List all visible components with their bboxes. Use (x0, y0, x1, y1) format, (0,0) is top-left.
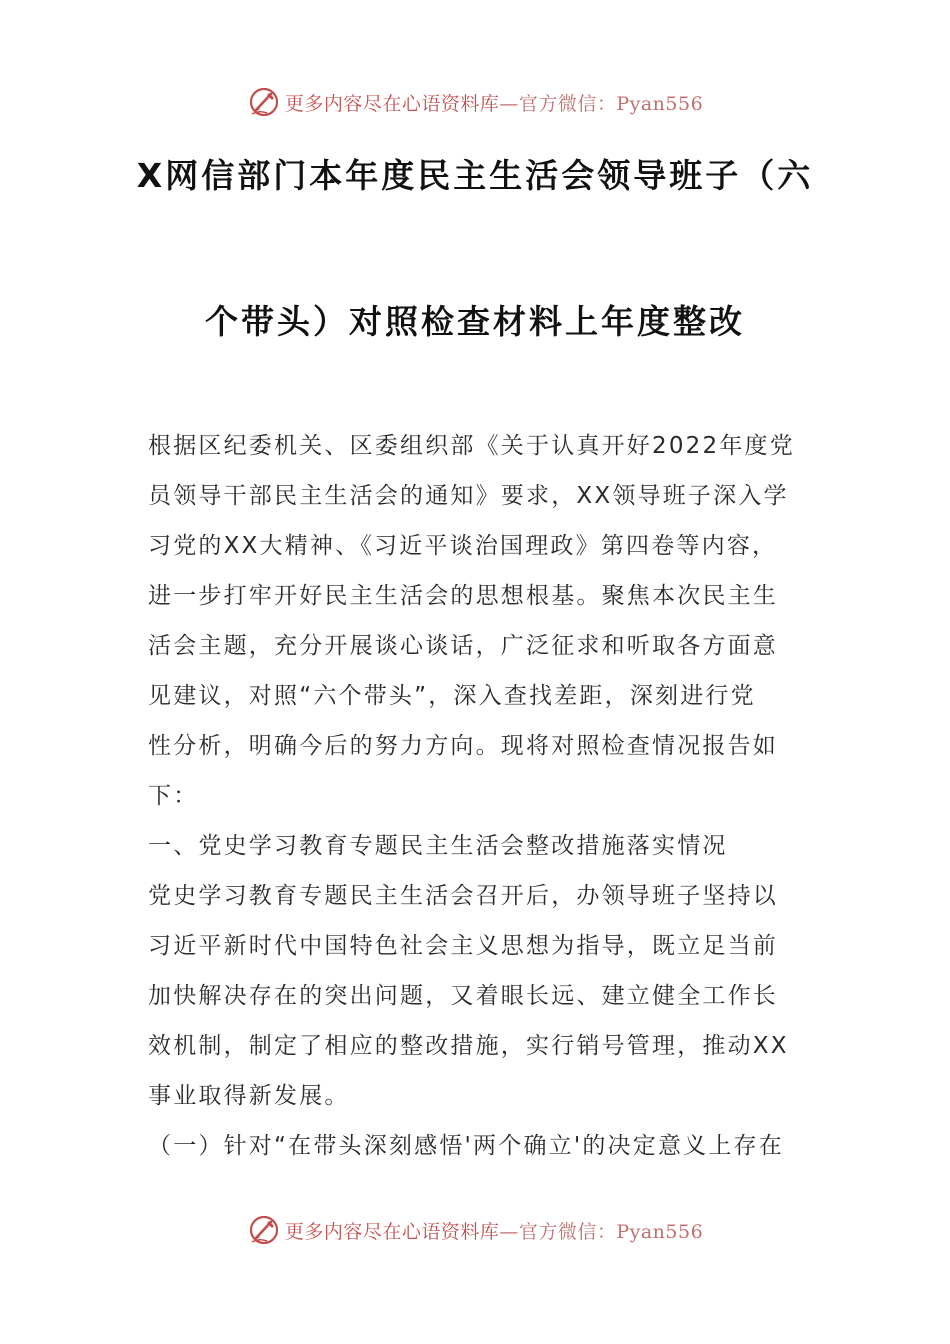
watermark-suffix: 官方微信：Pyan556 (518, 1220, 704, 1243)
body-line: 员领导干部民主生活会的通知》要求，XX领导班子深入学 (148, 483, 789, 509)
document-body (148, 421, 810, 1171)
body-line: 习党的XX大精神、《习近平谈治国理政》第四卷等内容， (148, 533, 778, 559)
body-line: 事业取得新发展。 (148, 1083, 350, 1109)
body-line: 进一步打牢开好民主生活会的思想根基。聚焦本次民主生 (148, 583, 778, 609)
watermark-suffix: 官方微信：Pyan556 (518, 92, 704, 115)
watermark-header (0, 82, 950, 122)
body-line: 根据区纪委机关、区委组织部《关于认真开好2022年度党 (148, 433, 795, 459)
body-line: 下： (148, 783, 199, 809)
body-line: 党史学习教育专题民主生活会召开后，办领导班子坚持以 (148, 883, 778, 909)
document-title-line-2: 个带头）对照检查材料上年度整改 (205, 302, 745, 341)
watermark-footer (0, 1210, 950, 1250)
section-heading: 一、党史学习教育专题民主生活会整改措施落实情况 (148, 833, 728, 859)
watermark-brand: 更多内容尽在心语资料库 (284, 1220, 500, 1243)
subsection-heading: （一）针对“在带头深刻感悟'两个确立'的决定意义上存在 (148, 1133, 784, 1159)
document-title-line-1: X网信部门本年度民主生活会领导班子（六 (136, 156, 814, 195)
body-line: 见建议，对照“六个带头”，深入查找差距，深刻进行党 (148, 683, 756, 709)
watermark-brand: 更多内容尽在心语资料库 (284, 92, 500, 115)
body-line: 加快解决存在的突出问题，又着眼长远、建立健全工作长 (148, 983, 778, 1009)
watermark-dash: — (499, 92, 519, 115)
body-line: 活会主题，充分开展谈心谈话，广泛征求和听取各方面意 (148, 633, 778, 659)
body-line: 效机制，制定了相应的整改措施，实行销号管理，推动XX (148, 1033, 789, 1059)
pen-logo-icon (247, 1213, 281, 1247)
watermark-text (285, 1217, 703, 1244)
pen-logo-icon (247, 85, 281, 119)
body-line: 性分析，明确今后的努力方向。现将对照检查情况报告如 (148, 733, 778, 759)
watermark-text (285, 89, 703, 116)
body-line: 习近平新时代中国特色社会主义思想为指导，既立足当前 (148, 933, 778, 959)
watermark-dash: — (499, 1220, 519, 1243)
